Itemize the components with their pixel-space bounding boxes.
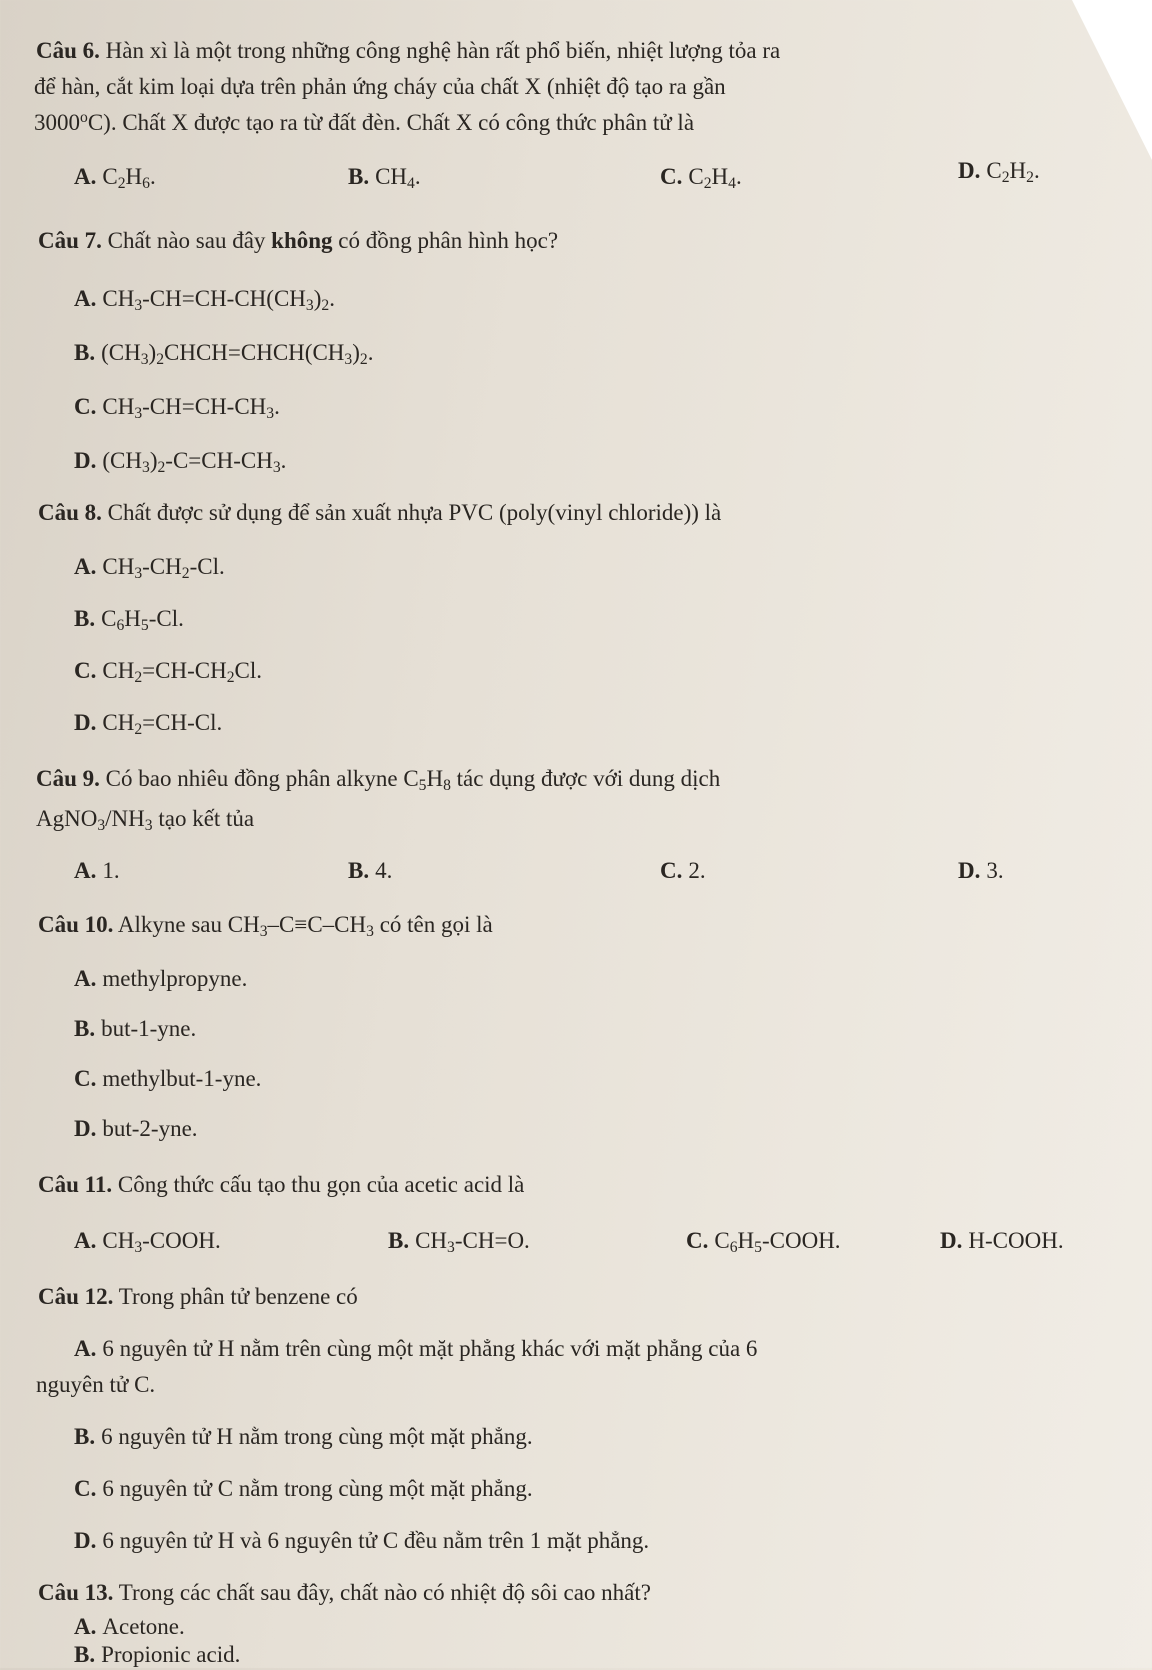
q10-question: Câu 10. Alkyne sau $CH_3-C\equiv C-CH_3$ có tên gọi là [38,912,493,940]
q12-question: Câu 12. Trong phân tử benzene có [38,1284,358,1309]
q12-option-b[interactable]: B. 6 nguyên tử H nằm trong cùng một mặt phẳng. [74,1424,533,1449]
q13-option-b[interactable]: B. Propionic acid. [74,1642,241,1667]
paper-corner [1072,0,1152,160]
q6-option-d[interactable]: D. $C_2H_2$. [958,158,1040,186]
q8-option-a[interactable]: A. $CH_3-CH_2-Cl$. [74,554,225,582]
q12-option-c[interactable]: C. 6 nguyên tử C nằm trong cùng một mặt phẳng. [74,1476,533,1501]
q9-question-line2: $AgNO_3/NH_3$ tạo kết tủa [36,806,255,834]
q6-option-c[interactable]: C. $C_2H_4$. [660,164,742,192]
q8-option-c[interactable]: C. $CH_2=CH-CH_2Cl$. [74,658,262,686]
q13-option-a[interactable]: A. Acetone. [74,1614,185,1639]
q8-option-b[interactable]: B. $C_6H_5-Cl$. [74,606,184,634]
q11-option-c[interactable]: C. $C_6H_5$-COOH. [686,1228,841,1256]
q11-option-b[interactable]: B. $CH_3-CH=O$. [388,1228,530,1256]
q12-option-a-cont: nguyên tử C. [36,1372,156,1397]
q11-option-d[interactable]: D. H-COOH. [940,1228,1064,1253]
q7-question: Câu 7. Chất nào sau đây không có đồng phân hình học? [38,228,559,253]
q9-option-d[interactable]: D. 3. [958,858,1004,883]
q7-option-c[interactable]: C. $CH_3-CH=CH-CH_3$. [74,394,280,422]
q12-option-d[interactable]: D. 6 nguyên tử H và 6 nguyên tử C đều nằm trên 1 mặt phẳng. [74,1528,650,1553]
q6-option-b[interactable]: B. $CH_4$. [348,164,421,192]
q8-question: Câu 8. Chất được sử dụng để sản xuất nhựa PVC (poly(vinyl chloride)) là [38,500,722,525]
q10-option-b[interactable]: B. but-1-yne. [74,1016,197,1041]
q10-option-d[interactable]: D. but-2-yne. [74,1116,198,1141]
q9-option-c[interactable]: C. 2. [660,858,706,883]
q7-option-b[interactable]: B. $(CH_3)_2CHCH=CHCH(CH_3)_2$. [74,340,374,368]
q13-question: Câu 13. Trong các chất sau đây, chất nào có nhiệt độ sôi cao nhất? [38,1580,651,1605]
q7-option-d[interactable]: D. $(CH_3)_2-C=CH-CH_3$. [74,448,287,476]
q6-option-a[interactable]: A. $C_2H_6$. [74,164,156,192]
q10-option-a[interactable]: A. methylpropyne. [74,966,248,991]
q6-line2: để hàn, cắt kim loại dựa trên phản ứng cháy của chất X (nhiệt độ tạo ra gần [34,74,726,99]
q10-option-c[interactable]: C. methylbut-1-yne. [74,1066,262,1091]
q8-option-d[interactable]: D. $CH_2=CH-Cl$. [74,710,223,738]
q9-question-line1: Câu 9. Có bao nhiêu đồng phân alkyne $C_5H_8$ tác dụng được với dung dịch [36,766,721,794]
q6-line3: 3000$^o$C). Chất X được tạo ra từ đất đèn. Chất X có công thức phân tử là [34,109,695,135]
q12-option-a[interactable]: A. 6 nguyên tử H nằm trên cùng một mặt phẳng khác với mặt phẳng của 6 [74,1336,758,1361]
q9-option-b[interactable]: B. 4. [348,858,393,883]
q9-option-a[interactable]: A. 1. [74,858,120,883]
q11-option-a[interactable]: A. $CH_3$-COOH. [74,1228,221,1256]
q11-question: Câu 11. Công thức cấu tạo thu gọn của acetic acid là [38,1172,525,1197]
q7-option-a[interactable]: A. $CH_3-CH=CH-CH(CH_3)_2$. [74,286,335,314]
q6-line1: Câu 6. Hàn xì là một trong những công nghệ hàn rất phổ biến, nhiệt lượng tỏa ra [36,38,781,63]
